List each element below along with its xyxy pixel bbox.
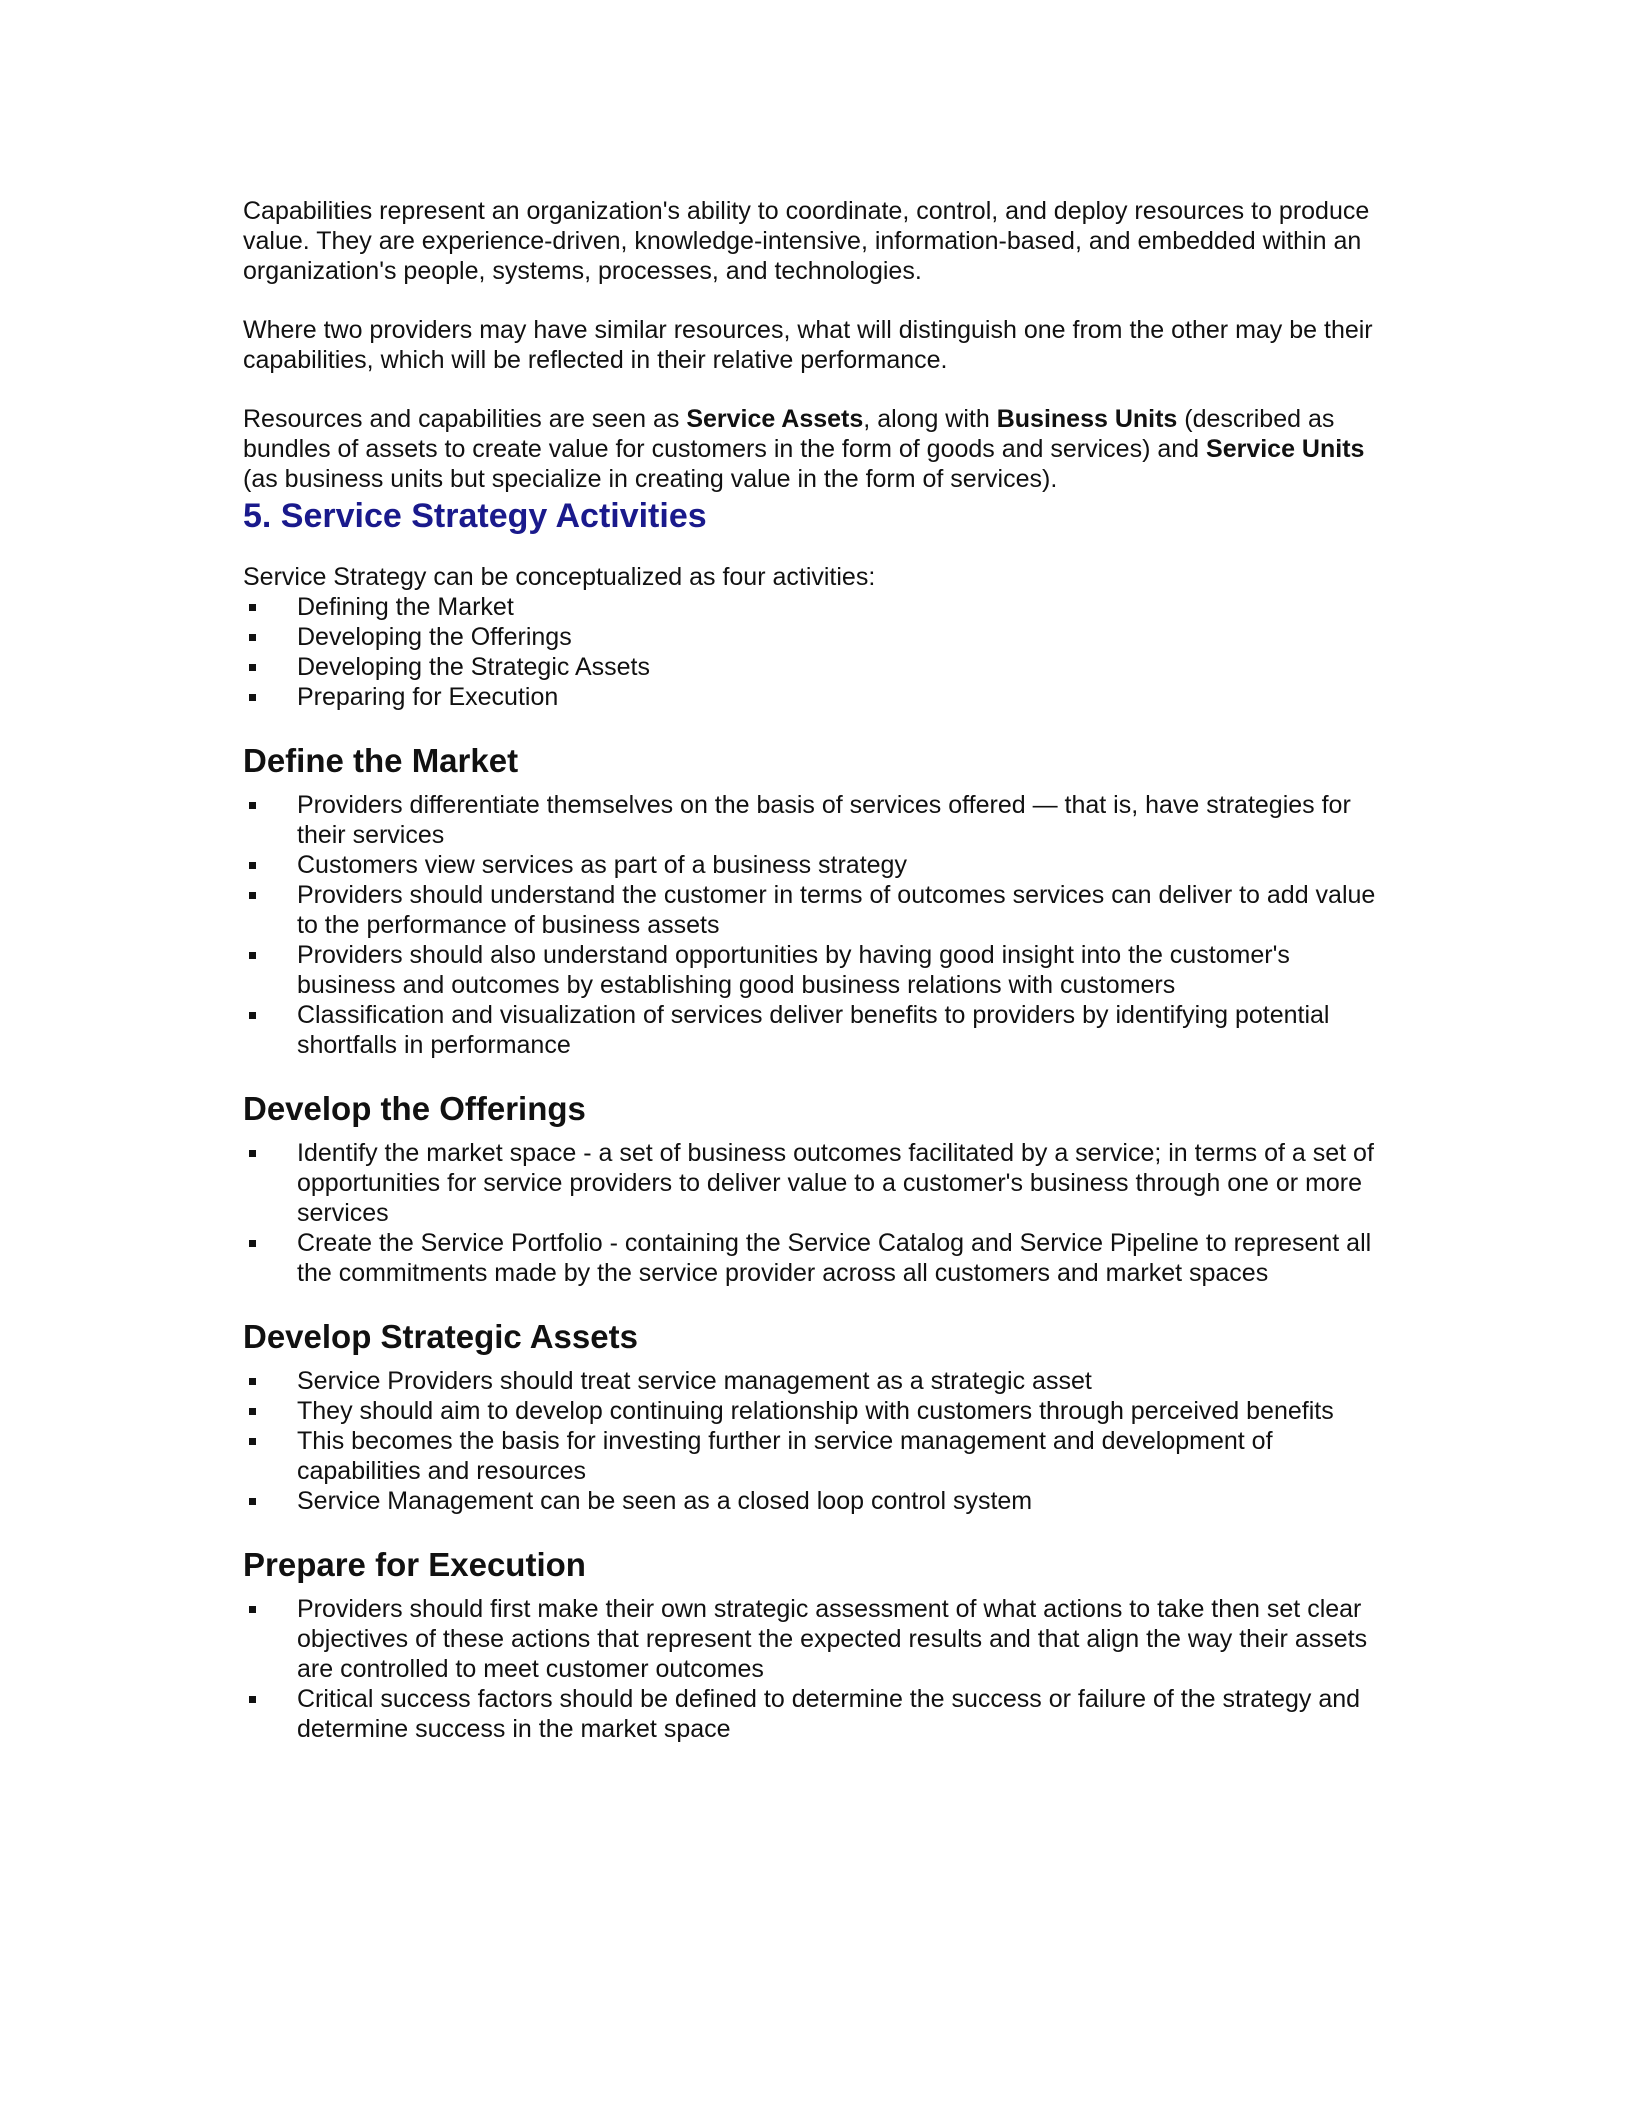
bold-term-business-units: Business Units	[996, 405, 1178, 433]
list-item	[243, 790, 1393, 850]
list-item-text: Service Management can be seen as a closed loop control system	[297, 1487, 1033, 1515]
list-item-text: Developing the Offerings	[297, 623, 572, 651]
bullet-icon	[249, 1438, 256, 1445]
subsection-heading: Prepare for Execution	[243, 1546, 586, 1583]
list-item	[243, 652, 1393, 682]
bold-term-service-units: Service Units	[1206, 435, 1365, 463]
list-item-text: Create the Service Portfolio - containing the Service Catalog and Service Pipeline to represent all the commitments made by the service provider across all customers and market spaces	[297, 1229, 1372, 1287]
text-run: Resources and capabilities are seen as	[243, 405, 687, 433]
section-intro: Service Strategy can be conceptualized as four activities:	[243, 563, 876, 591]
bullet-icon	[249, 1696, 256, 1703]
list-item-text: Classification and visualization of services deliver benefits to providers by identifying potential shortfalls in performance	[297, 1001, 1330, 1059]
list-item-text: Providers should understand the customer in terms of outcomes services can deliver to add value to the performance of business assets	[297, 881, 1376, 939]
list-item-text: They should aim to develop continuing relationship with customers through perceived benefits	[297, 1397, 1334, 1425]
list-item	[243, 1594, 1393, 1684]
bullet-icon	[249, 802, 256, 809]
paragraph-service-assets	[243, 404, 1393, 494]
bullet-icon	[249, 694, 256, 701]
activities-list	[243, 592, 1393, 712]
list-item-text: Providers should also understand opportunities by having good insight into the customer's business and outcomes by establishing good business relations with customers	[297, 941, 1290, 999]
subsection-heading: Develop Strategic Assets	[243, 1318, 638, 1355]
list-item	[243, 940, 1393, 1000]
list-item-text: Identify the market space - a set of business outcomes facilitated by a service; in terms of a set of opportunities for service providers to deliver value to a customer's business through one or more services	[297, 1139, 1374, 1227]
list-item	[243, 682, 1393, 712]
list-item	[243, 880, 1393, 940]
bullet-icon	[249, 1378, 256, 1385]
subsection-develop-offerings	[243, 1090, 1393, 1288]
subsection-define-market	[243, 742, 1393, 1060]
list-item	[243, 850, 1393, 880]
list-item	[243, 1000, 1393, 1060]
bullet-icon	[249, 1150, 256, 1157]
bullet-icon	[249, 1606, 256, 1613]
text-run: (as business units but specialize in creating value in the form of services).	[243, 465, 1058, 493]
list-item-text: This becomes the basis for investing further in service management and development of capabilities and resources	[297, 1427, 1273, 1485]
list-item	[243, 1486, 1393, 1516]
list-item-text: Customers view services as part of a business strategy	[297, 851, 907, 879]
bullet-icon	[249, 862, 256, 869]
list-item-text: Critical success factors should be defined to determine the success or failure of the strategy and determine success in the market space	[297, 1685, 1361, 1743]
bold-term-service-assets: Service Assets	[686, 405, 864, 433]
list-item	[243, 622, 1393, 652]
list-item	[243, 1684, 1393, 1744]
text-run: (described as bundles of assets to create value for customers in the form of goods and services) and	[243, 405, 1335, 463]
paragraph-providers: Where two providers may have similar resources, what will distinguish one from the other may be their capabilities, which will be reflected in their relative performance.	[243, 316, 1373, 374]
subsection-list	[243, 1366, 1393, 1516]
bullet-icon	[249, 664, 256, 671]
subsection-heading: Define the Market	[243, 742, 519, 779]
list-item-text: Service Providers should treat service management as a strategic asset	[297, 1367, 1092, 1395]
list-item	[243, 592, 1393, 622]
bullet-icon	[249, 952, 256, 959]
section-title: 5. Service Strategy Activities	[243, 497, 707, 535]
list-item	[243, 1228, 1393, 1288]
subsection-list	[243, 790, 1393, 1060]
list-item	[243, 1138, 1393, 1228]
subsection-prepare-execution	[243, 1546, 1393, 1744]
list-item	[243, 1396, 1393, 1426]
bullet-icon	[249, 634, 256, 641]
document-page	[243, 196, 1393, 1744]
paragraph-capabilities: Capabilities represent an organization's ability to coordinate, control, and deploy resources to produce value. They are experience-driven, knowledge-intensive, information-based, and embedded within an organization's people, systems, processes, and technologies.	[243, 197, 1370, 285]
bullet-icon	[249, 1498, 256, 1505]
bullet-icon	[249, 1408, 256, 1415]
subsection-develop-strategic-assets	[243, 1318, 1393, 1516]
text-run: , along with	[863, 405, 997, 433]
bullet-icon	[249, 604, 256, 611]
bullet-icon	[249, 1240, 256, 1247]
list-item	[243, 1366, 1393, 1396]
subsection-list	[243, 1138, 1393, 1288]
list-item-text: Preparing for Execution	[297, 683, 559, 711]
list-item-text: Defining the Market	[297, 593, 514, 621]
list-item	[243, 1426, 1393, 1486]
list-item-text: Providers differentiate themselves on the basis of services offered — that is, have strategies for their services	[297, 791, 1351, 849]
list-item-text: Providers should first make their own strategic assessment of what actions to take then set clear objectives of these actions that represent the expected results and that align the way their assets are controlled to meet customer outcomes	[297, 1595, 1368, 1683]
bullet-icon	[249, 892, 256, 899]
subsection-heading: Develop the Offerings	[243, 1090, 586, 1127]
list-item-text: Developing the Strategic Assets	[297, 653, 650, 681]
bullet-icon	[249, 1012, 256, 1019]
subsection-list	[243, 1594, 1393, 1744]
